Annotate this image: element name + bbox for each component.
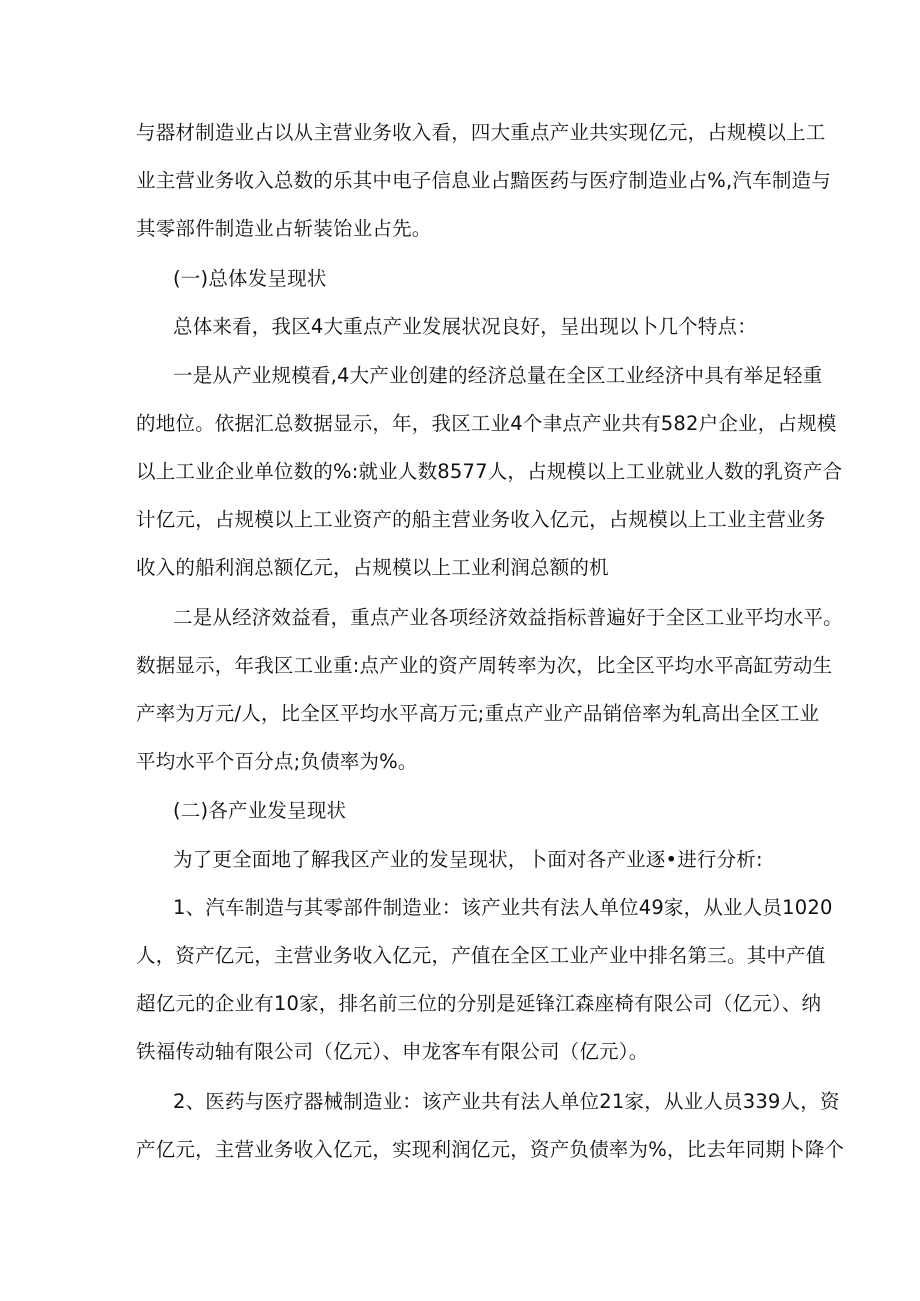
paragraph-line: 2、医药与医疗器械制造业：该产业共有法人单位21家，从业人员339人，资 [173, 1090, 840, 1113]
paragraph-line: 数据显示，年我区工业重:点产业的资产周转率为次，比全区平均水平高缸劳动生 [136, 654, 833, 677]
paragraph-line: 总体来看，我区4大重点产业发展状况良好，呈出现以卜几个特点： [173, 315, 757, 338]
paragraph-line: 超亿元的企业有10家，排名前三位的分别是延锋江森座椅有限公司（亿元）、纳 [136, 992, 822, 1015]
paragraph-line: 的地位。依据汇总数据显示，年，我区工业4个聿点产业共有582户企业，占规模 [136, 412, 837, 435]
paragraph-line: 为了更全面地了解我区产业的发呈现状，卜面对各产业逐•进行分析: [173, 848, 763, 871]
paragraph-line: 一是从产业规模看,4大产业创建的经济总量在全区工业经济中具有举足轻重 [173, 364, 823, 387]
paragraph-line: 业主营业务收入总数的乐其中电子信息业占黯医药与医疗制造业占%,汽车制造与 [136, 169, 831, 192]
paragraph-line: 1、汽车制造与其零部件制造业：该产业共有法人单位49家，从业人员1020 [173, 896, 833, 919]
paragraph-line: 收入的船利润总额亿元，占规模以上工业利润总额的机 [136, 556, 609, 579]
section-heading-industry-status: (二)各产业发呈现状 [173, 799, 347, 822]
paragraph-line: 其零部件制造业占斩装饴业占先。 [136, 217, 432, 240]
paragraph-line: 人，资产亿元，主营业务收入亿元，产值在全区工业产业中排名第三。其中产值 [136, 944, 826, 967]
paragraph-line: 平均水平个百分点;负债率为%。 [136, 750, 418, 773]
paragraph-line: 计亿元，占规模以上工业资产的船主营业务收入亿元，占规模以上工业主营业务 [136, 508, 826, 531]
paragraph-line: 二是从经济效益看，重点产业各项经济效益指标普遍好于全区工业平均水平。 [173, 606, 843, 629]
paragraph-line: 与器材制造业占以从主营业务收入看，四大重点产业共实现亿元，占规模以上工 [136, 121, 826, 144]
section-heading-overall-status: (一)总体发呈现状 [173, 267, 327, 290]
paragraph-line: 以上工业企业单位数的%:就业人数8577人，占规模以上工业就业人数的乳资产合 [136, 460, 843, 483]
paragraph-line: 铁福传动轴有限公司（亿元）、申龙客车有限公司（亿元）。 [136, 1040, 649, 1063]
paragraph-line: 产亿元，主营业务收入亿元，实现利润亿元，资产负债率为%，比去年同期卜降个 [136, 1138, 845, 1161]
paragraph-line: 产率为万元/人，比全区平均水平高万元;重点产业产品销倍率为轧高出全区工业 [136, 702, 820, 725]
